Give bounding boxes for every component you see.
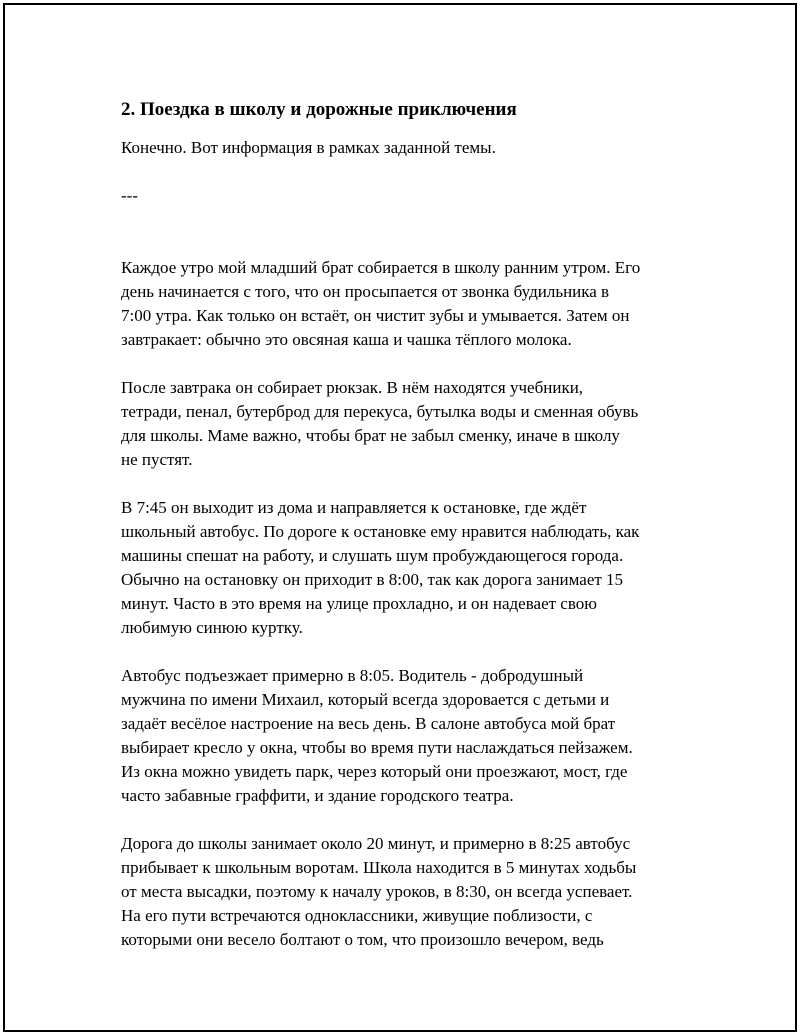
spacer	[121, 352, 701, 376]
spacer	[121, 208, 701, 232]
spacer	[121, 232, 701, 256]
paragraph-line: от места высадки, поэтому к началу уроков, в 8:30, он всегда успевает.	[121, 882, 633, 901]
paragraph-line: 7:00 утра. Как только он встаёт, он чистит зубы и умывается. Затем он	[121, 306, 630, 325]
paragraph-line: тетради, пенал, бутерброд для перекуса, бутылка воды и сменная обувь	[121, 402, 639, 421]
paragraph-line: машины спешат на работу, и слушать шум пробуждающегося города.	[121, 546, 624, 565]
intro-text: Конечно. Вот информация в рамках заданной темы.	[121, 138, 496, 157]
separator-text: ---	[121, 186, 138, 205]
paragraph-4	[121, 664, 701, 808]
paragraph-line: школьный автобус. По дороге к остановке ему нравится наблюдать, как	[121, 522, 640, 541]
paragraph-line: Из окна можно увидеть парк, через который они проезжают, мост, где	[121, 762, 628, 781]
paragraph-2	[121, 376, 701, 472]
paragraph-5	[121, 832, 701, 952]
paragraph-line: завтракает: обычно это овсяная каша и чашка тёплого молока.	[121, 330, 572, 349]
paragraph-line: для школы. Маме важно, чтобы брат не забыл сменку, иначе в школу	[121, 426, 620, 445]
paragraph-line: После завтрака он собирает рюкзак. В нём находятся учебники,	[121, 378, 584, 397]
paragraph-line: не пустят.	[121, 450, 193, 469]
paragraph-line: любимую синюю куртку.	[121, 618, 303, 637]
spacer	[121, 640, 701, 664]
paragraph-3	[121, 496, 701, 640]
paragraph-line: Каждое утро мой младший брат собирается в школу ранним утром. Его	[121, 258, 641, 277]
paragraph-line: задаёт весёлое настроение на весь день. В салоне автобуса мой брат	[121, 714, 616, 733]
paragraph-1	[121, 256, 701, 352]
paragraph-line: Автобус подъезжает примерно в 8:05. Водитель - добродушный	[121, 666, 584, 685]
paragraph-line: мужчина по имени Михаил, который всегда здоровается с детьми и	[121, 690, 610, 709]
paragraph-line: часто забавные граффити, и здание городского театра.	[121, 786, 514, 805]
paragraph-line: Обычно на остановку он приходит в 8:00, так как дорога занимает 15	[121, 570, 624, 589]
paragraph-line: На его пути встречаются одноклассники, живущие поблизости, с	[121, 906, 593, 925]
spacer	[121, 160, 701, 184]
paragraph-line: Дорога до школы занимает около 20 минут, и примерно в 8:25 автобус	[121, 834, 631, 853]
spacer	[121, 472, 701, 496]
document-content	[121, 98, 701, 952]
paragraph-line: которыми они весело болтают о том, что произошло вечером, ведь	[121, 930, 604, 949]
paragraph-line: прибывает к школьным воротам. Школа находится в 5 минутах ходьбы	[121, 858, 637, 877]
paragraph-line: минут. Часто в это время на улице прохладно, и он надевает свою	[121, 594, 597, 613]
paragraph-line: В 7:45 он выходит из дома и направляется к остановке, где ждёт	[121, 498, 587, 517]
paragraph-line: день начинается с того, что он просыпается от звонка будильника в	[121, 282, 610, 301]
spacer	[121, 808, 701, 832]
paragraph-line: выбирает кресло у окна, чтобы во время пути наслаждаться пейзажем.	[121, 738, 633, 757]
document-page	[3, 3, 797, 1032]
page-title: 2. Поездка в школу и дорожные приключения	[121, 99, 517, 120]
